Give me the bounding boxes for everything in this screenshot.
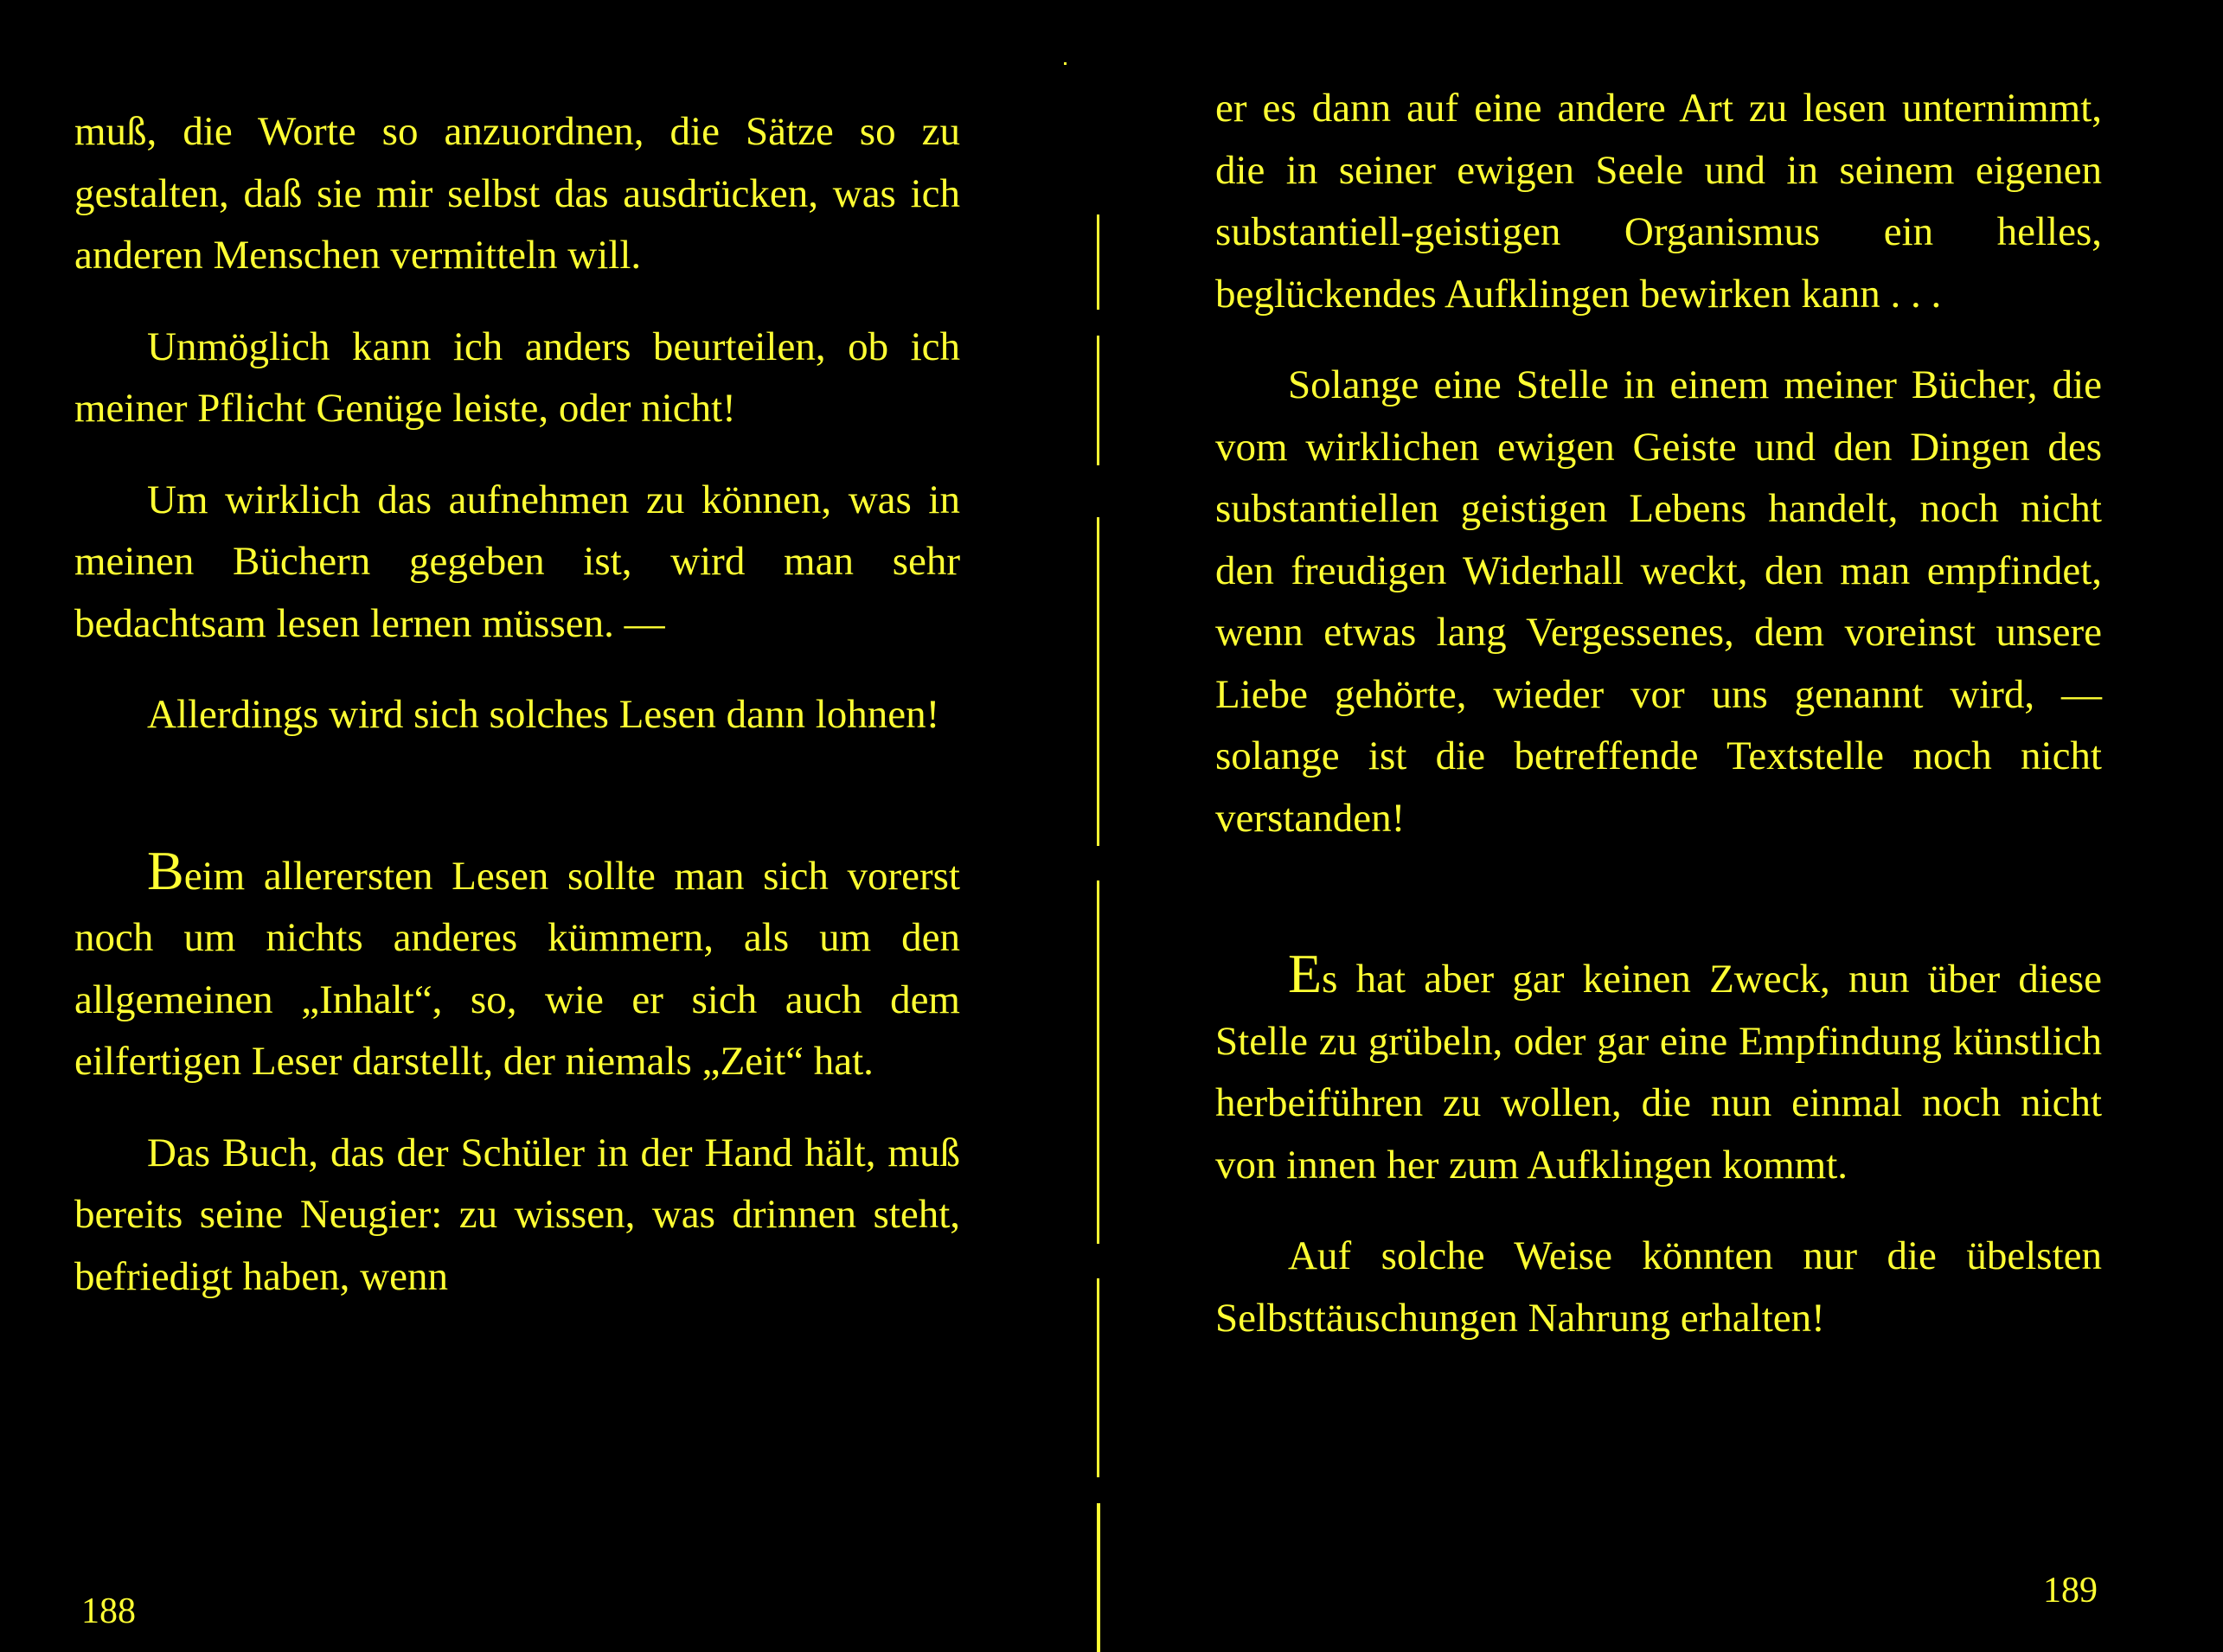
dropcap: E <box>1288 943 1323 1004</box>
left-page-text <box>74 101 960 1308</box>
paragraph: Allerdings wird sich solches Lesen dann lohnen! <box>147 692 940 737</box>
dropcap: B <box>147 839 184 901</box>
paragraph: Solange eine Stelle in einem meiner Bücher, die vom wirklichen ewigen Geiste und den Dingen des substantiellen geistigen Lebens handelt, noch nicht den freudigen Widerhall weckt, den man empfindet, wenn etwas lang Vergessenes, dem voreinst unsere Liebe gehörte, wieder vor uns genannt wird, — solange ist die betreffende Textstelle noch nicht verstanden! <box>1215 362 2102 841</box>
paragraph: er es dann auf eine andere Art zu lesen unternimmt, die in seiner ewigen Seele und in seinem eigenen substantiell-geistigen Organismus ein helles, beglückendes Aufklingen bewirken kann . . . <box>1215 86 2102 317</box>
right-page-text <box>1215 78 2102 1349</box>
paragraph-text: eim allerersten Lesen sollte man sich vorerst noch um nichts anderes kümmern, als um den allgemeinen „Inhalt“, so, wie er sich auch dem eilfertigen Leser darstellt, der niemals „Zeit“ hat. <box>74 853 960 1084</box>
page-number: 189 <box>2043 1571 2098 1610</box>
page-number: 188 <box>81 1591 136 1631</box>
left-page <box>0 0 1094 1652</box>
paragraph: Auf solche Weise könnten nur die übelsten Selbsttäuschungen Nahrung erhalten! <box>1215 1233 2102 1341</box>
paragraph: Das Buch, das der Schüler in der Hand hält, muß bereits seine Neugier: zu wissen, was drinnen steht, befriedigt haben, wenn <box>74 1130 960 1299</box>
paragraph: Um wirklich das aufnehmen zu können, was in meinen Büchern gegeben ist, wird man sehr bedachtsam lesen lernen müssen. — <box>74 477 960 646</box>
paragraph-text: s hat aber gar keinen Zweck, nun über diese Stelle zu grübeln, oder gar eine Empfindung künstlich herbeiführen zu wollen, die nun einmal noch nicht von innen her zum Aufklingen kommt. <box>1215 957 2102 1188</box>
paragraph: muß, die Worte so anzuordnen, die Sätze so zu gestalten, daß sie mir selbst das ausdrücken, was ich anderen Menschen vermitteln will. <box>74 109 960 278</box>
section-start-paragraph <box>74 839 960 1093</box>
section-start-paragraph <box>1215 943 2102 1196</box>
right-page <box>1094 0 2223 1652</box>
paragraph: Unmöglich kann ich anders beurteilen, ob ich meiner Pflicht Genüge leiste, oder nicht! <box>74 323 960 431</box>
